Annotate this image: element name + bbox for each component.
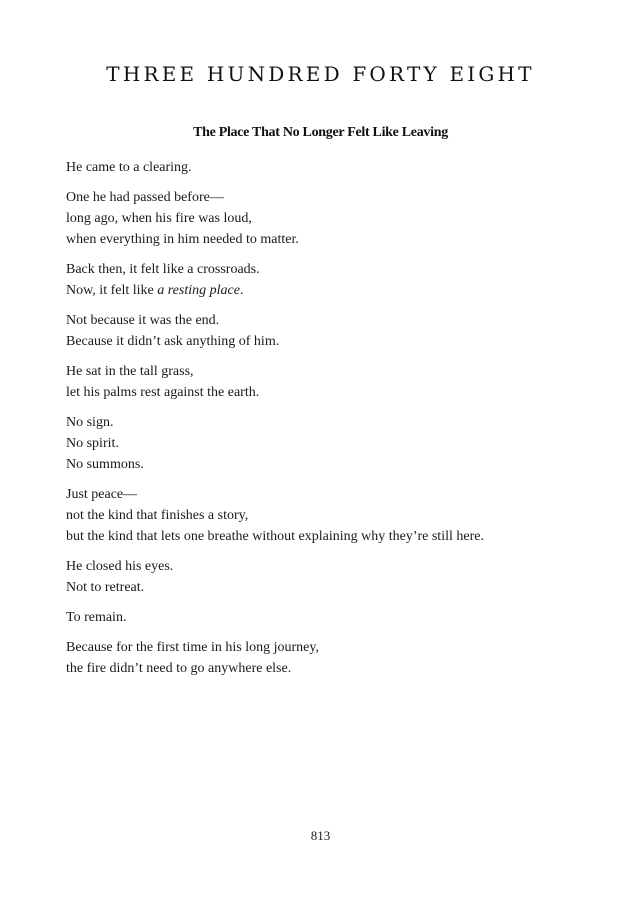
poem-line: To remain. <box>66 610 127 625</box>
poem-body <box>66 157 586 688</box>
poem-line: Because it didn’t ask anything of him. <box>66 334 280 349</box>
emphasized-phrase: a resting place <box>157 283 240 298</box>
poem-line: not the kind that finishes a story, <box>66 508 249 523</box>
stanza-6 <box>66 412 586 475</box>
poem-line: No sign. <box>66 415 114 430</box>
poem-line: No spirit. <box>66 436 119 451</box>
stanza-8 <box>66 556 586 598</box>
poem-line: when everything in him needed to matter. <box>66 232 299 247</box>
poem-line: long ago, when his fire was loud, <box>66 211 252 226</box>
stanza-1 <box>66 157 586 178</box>
line-suffix: . <box>239 283 244 298</box>
stanza-5 <box>66 361 586 403</box>
stanza-2 <box>66 187 586 250</box>
poem-line: He came to a clearing. <box>66 160 192 175</box>
poem-line: He sat in the tall grass, <box>66 364 194 379</box>
poem-line: Not to retreat. <box>66 580 145 595</box>
line-prefix: Now, it felt like <box>66 283 158 298</box>
poem-line: Because for the first time in his long journey, <box>66 640 319 655</box>
poem-line: He closed his eyes. <box>66 559 174 574</box>
stanza-3 <box>66 259 586 301</box>
poem-line: Not because it was the end. <box>66 313 220 328</box>
poem-title: The Place That No Longer Felt Like Leaving <box>193 125 448 140</box>
stanza-4 <box>66 310 586 352</box>
poem-line: let his palms rest against the earth. <box>66 385 260 400</box>
poem-line: the fire didn’t need to go anywhere else. <box>66 661 292 676</box>
poem-line: Just peace— <box>66 487 138 502</box>
stanza-7 <box>66 484 586 547</box>
poem-line: Back then, it felt like a crossroads. <box>66 262 260 277</box>
chapter-title: THREE HUNDRED FORTY EIGHT <box>106 62 535 86</box>
page-number: 813 <box>310 828 331 843</box>
stanza-10 <box>66 637 586 679</box>
poem-line-with-emphasis <box>66 280 586 301</box>
poem-line: No summons. <box>66 457 144 472</box>
poem-line: but the kind that lets one breathe without explaining why they’re still here. <box>66 529 484 544</box>
stanza-9 <box>66 607 586 628</box>
poem-line: One he had passed before— <box>66 190 224 205</box>
